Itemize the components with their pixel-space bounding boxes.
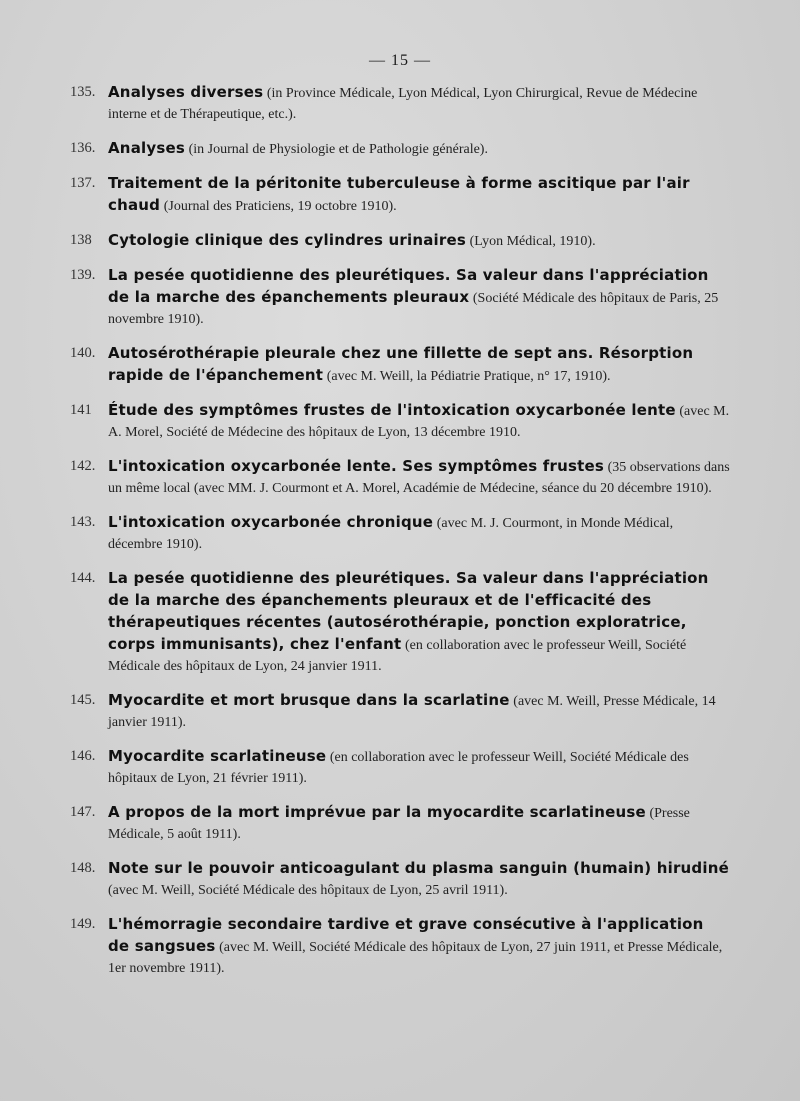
entry-number: 144. xyxy=(70,570,96,586)
list-item xyxy=(70,690,730,733)
entry-number: 148. xyxy=(70,860,96,876)
entry-number: 135. xyxy=(70,84,96,100)
entry-reference: (35 observations dans un même local (avec MM. J. Courmont et A. Morel, Académie de Médecine, séance du 20 décembre 1910). xyxy=(108,460,730,496)
entry-title: Analyses xyxy=(108,139,185,157)
entry-reference: (Société Médicale des hôpitaux de Paris, 25 novembre 1910). xyxy=(108,291,719,327)
list-item xyxy=(70,265,730,330)
list-item xyxy=(70,858,730,901)
entry-title: Cytologie clinique des cylindres urinaires xyxy=(108,231,466,249)
entry-reference: (Journal des Praticiens, 19 octobre 1910). xyxy=(163,199,397,214)
list-item xyxy=(70,82,730,125)
list-item xyxy=(70,230,730,252)
entry-reference: (en collaboration avec le professeur Weill, Société Médicale des hôpitaux de Lyon, 24 janvier 1911. xyxy=(108,638,687,674)
entry-reference: (in Province Médicale, Lyon Médical, Lyon Chirurgical, Revue de Médecine interne et de Thérapeutique, etc.). xyxy=(108,86,698,122)
entry-reference: (avec M. Weill, Presse Médicale, 14 janvier 1911). xyxy=(108,694,716,730)
entry-number: 137. xyxy=(70,175,96,191)
entry-number: 149. xyxy=(70,916,96,932)
entry-reference: (Presse Médicale, 5 août 1911). xyxy=(108,806,690,842)
list-item xyxy=(70,173,730,217)
entry-reference: (avec M. A. Morel, Société de Médecine des hôpitaux de Lyon, 13 décembre 1910. xyxy=(108,404,730,440)
entry-number: 145. xyxy=(70,692,96,708)
entry-title: A propos de la mort imprévue par la myocardite scarlatineuse xyxy=(108,803,646,821)
list-item xyxy=(70,746,730,789)
entry-number: 141 xyxy=(70,402,92,418)
list-item xyxy=(70,512,730,555)
entry-number: 140. xyxy=(70,345,96,361)
list-item xyxy=(70,138,730,160)
entry-title: Note sur le pouvoir anticoagulant du plasma sanguin (humain) hirudiné xyxy=(108,859,729,877)
entry-title: Autosérothérapie pleurale chez une fillette de sept ans. Résorption rapide de l'épanchement xyxy=(108,344,694,384)
entry-reference: (avec M. Weill, la Pédiatrie Pratique, n° 17, 1910). xyxy=(326,369,611,384)
entry-reference: (en collaboration avec le professeur Weill, Société Médicale des hôpitaux de Lyon, 21 février 1911). xyxy=(108,750,689,786)
entry-reference: (avec M. Weill, Société Médicale des hôpitaux de Lyon, 25 avril 1911). xyxy=(108,883,508,898)
entry-title: Myocardite scarlatineuse xyxy=(108,747,327,765)
entry-number: 147. xyxy=(70,804,96,820)
entry-title: Traitement de la péritonite tuberculeuse à forme ascitique par l'air chaud xyxy=(108,174,690,214)
entry-title: Myocardite et mort brusque dans la scarlatine xyxy=(108,691,510,709)
entry-number: 143. xyxy=(70,514,96,530)
entry-reference: (Lyon Médical, 1910). xyxy=(469,234,596,249)
entry-title: Analyses diverses xyxy=(108,83,264,101)
page-number: — 15 — xyxy=(369,52,431,69)
entry-number: 136. xyxy=(70,140,96,156)
entry-reference: (avec M. J. Courmont, in Monde Médical, décembre 1910). xyxy=(108,516,674,552)
entry-number: 142. xyxy=(70,458,96,474)
entry-reference: (avec M. Weill, Société Médicale des hôpitaux de Lyon, 27 juin 1911, et Presse Médicale, 1er novembre 1911). xyxy=(108,940,723,976)
list-item xyxy=(70,802,730,845)
entry-title: La pesée quotidienne des pleurétiques. Sa valeur dans l'appréciation de la marche des épanchements pleuraux et de l'efficacité des thérapeutiques récentes (autosérothérapie, ponction exploratrice, corps immunisants), chez l'enfant xyxy=(108,569,709,653)
entry-title: L'intoxication oxycarbonée lente. Ses symptômes frustes xyxy=(108,457,604,475)
list-item xyxy=(70,343,730,387)
entry-reference: (in Journal de Physiologie et de Pathologie générale). xyxy=(188,142,488,157)
list-item xyxy=(70,914,730,979)
list-item xyxy=(70,568,730,677)
list-item xyxy=(70,400,730,443)
entry-title: Étude des symptômes frustes de l'intoxication oxycarbonée lente xyxy=(108,401,676,419)
entry-number: 139. xyxy=(70,267,96,283)
entry-title: La pesée quotidienne des pleurétiques. Sa valeur dans l'appréciation de la marche des épanchements pleuraux xyxy=(108,266,709,306)
entry-number: 138 xyxy=(70,232,92,248)
list-item xyxy=(70,456,730,499)
entry-title: L'intoxication oxycarbonée chronique xyxy=(108,513,434,531)
bibliography-list xyxy=(70,82,730,992)
entry-title: L'hémorragie secondaire tardive et grave consécutive à l'application de sangsues xyxy=(108,915,704,955)
entry-number: 146. xyxy=(70,748,96,764)
